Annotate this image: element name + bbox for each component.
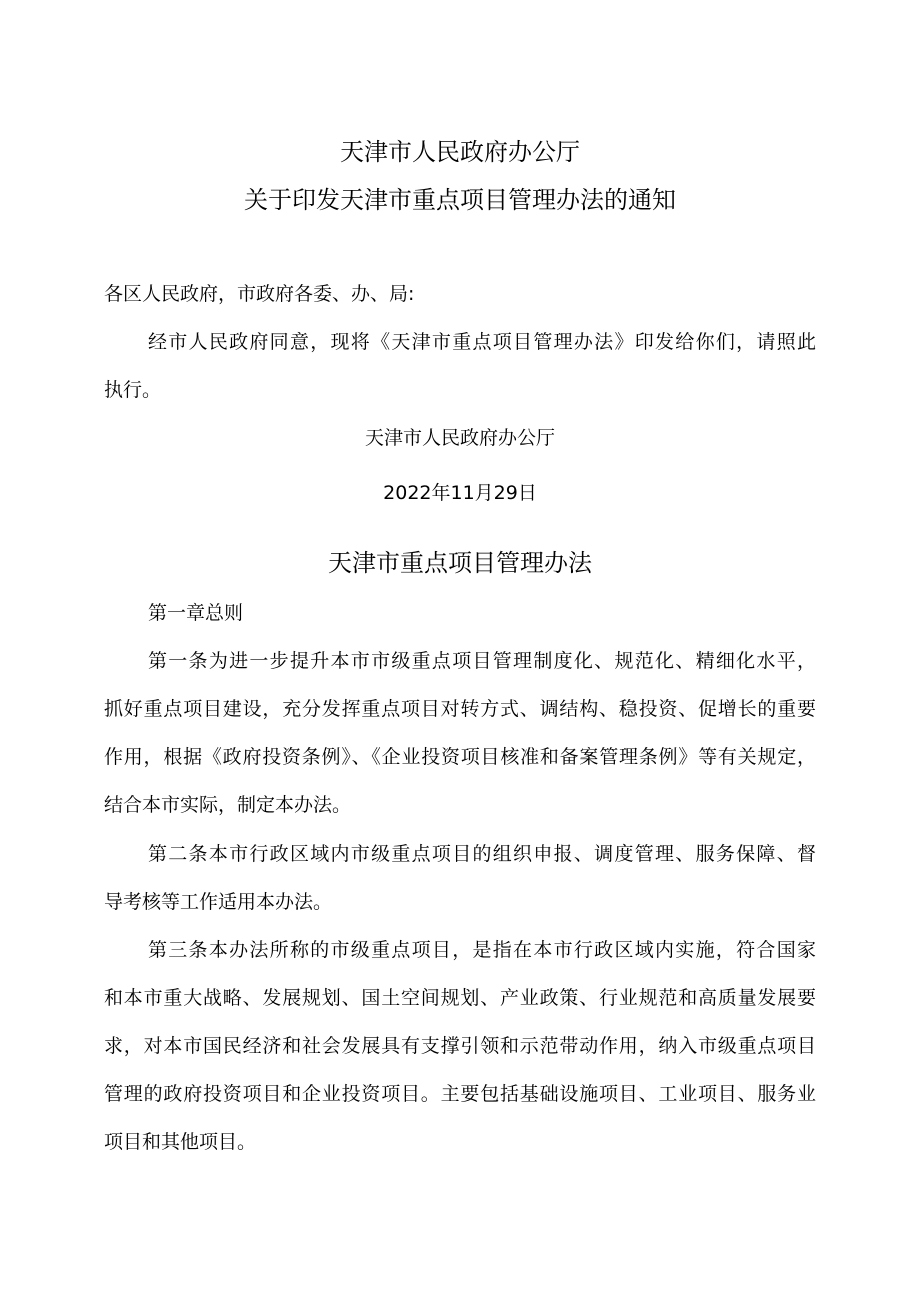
article2-line: 导考核等工作适用本办法。 xyxy=(104,891,333,913)
measures-title: 天津市重点项目管理办法 xyxy=(328,549,592,577)
article1-line: 结合本市实际，制定本办法。 xyxy=(104,794,352,816)
article3-line: 项目和其他项目。 xyxy=(104,1131,257,1153)
article1-line: 抓好重点项目建设，充分发挥重点项目对转方式、调结构、稳投资、促增长的重要 xyxy=(104,698,816,720)
article1-line: 第一条为进一步提升本市市级重点项目管理制度化、规范化、精细化水平， xyxy=(148,650,816,672)
notice-title-line2: 关于印发天津市重点项目管理办法的通知 xyxy=(244,186,676,214)
chapter-heading: 第一章总则 xyxy=(148,602,244,624)
notice-body-line1: 经市人民政府同意，现将《天津市重点项目管理办法》印发给你们，请照此 xyxy=(148,331,816,353)
salutation: 各区人民政府，市政府各委、办、局: xyxy=(104,283,415,305)
article3-line: 求，对本市国民经济和社会发展具有支撑引领和示范带动作用，纳入市级重点项目 xyxy=(104,1035,816,1057)
article1-line: 作用，根据《政府投资条例》、《企业投资项目核准和备案管理条例》等有关规定， xyxy=(104,746,816,768)
article2-line: 第二条本市行政区域内市级重点项目的组织申报、调度管理、服务保障、督 xyxy=(148,843,816,865)
issue-date: 2022年11月29日 xyxy=(383,482,537,504)
article3-line: 第三条本办法所称的市级重点项目，是指在本市行政区域内实施，符合国家 xyxy=(148,939,816,961)
notice-body-line2: 执行。 xyxy=(104,379,162,401)
issuer: 天津市人民政府办公厅 xyxy=(364,427,555,449)
article3-line: 和本市重大战略、发展规划、国土空间规划、产业政策、行业规范和高质量发展要 xyxy=(104,987,816,1009)
article3-line: 管理的政府投资项目和企业投资项目。主要包括基础设施项目、工业项目、服务业 xyxy=(104,1083,816,1105)
notice-title-line1: 天津市人民政府办公厅 xyxy=(340,138,580,166)
